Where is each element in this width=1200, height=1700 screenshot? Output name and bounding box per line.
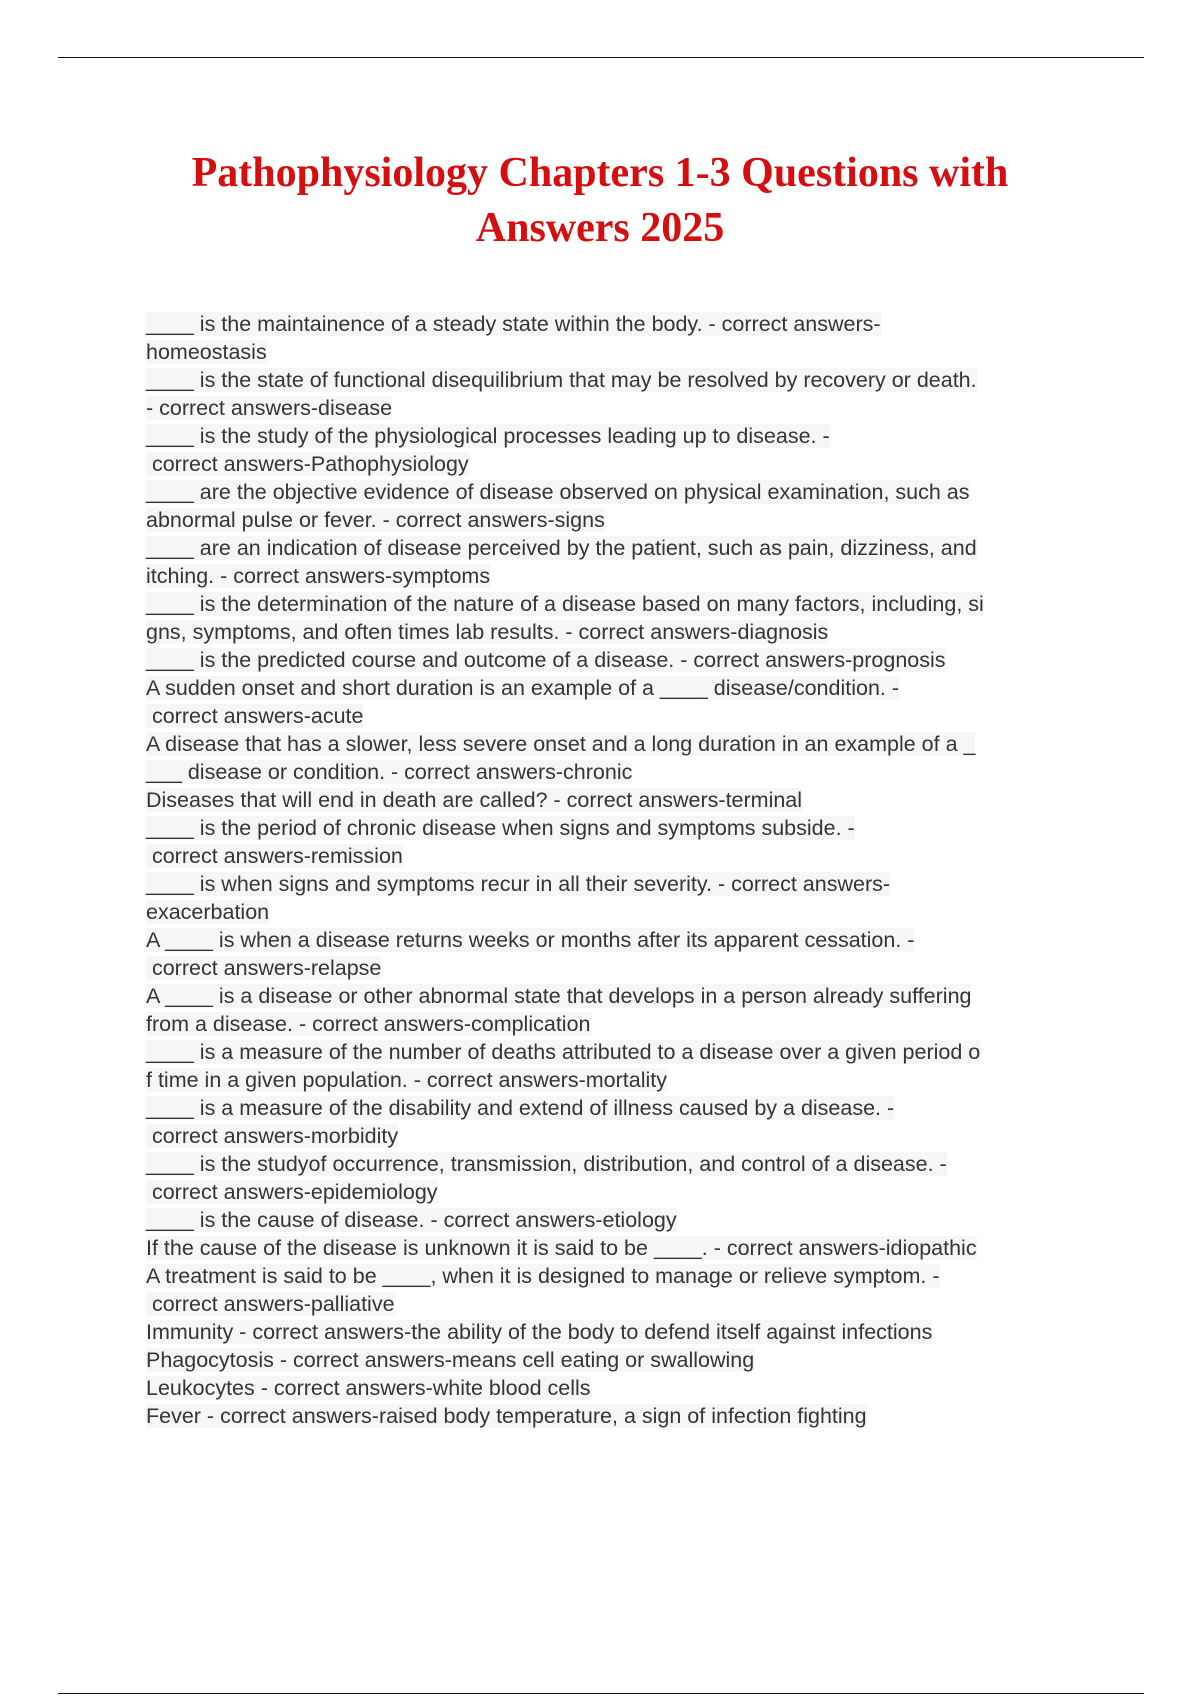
text-line	[146, 1010, 1096, 1038]
text-line	[146, 478, 1096, 506]
text-line	[146, 926, 1096, 954]
text-line	[146, 1374, 1096, 1402]
text-line-content: ____ is the cause of disease. - correct answers-etiology	[146, 1208, 677, 1232]
page-title-line-2: Answers 2025	[475, 205, 725, 251]
text-line-content: ____ are an indication of disease perceived by the patient, such as pain, dizziness, and	[146, 536, 977, 560]
text-line-content: ____ are the objective evidence of disease observed on physical examination, such as	[146, 480, 970, 504]
text-line	[146, 422, 1096, 450]
text-line	[146, 506, 1096, 534]
text-line-content: correct answers-relapse	[146, 956, 382, 980]
text-line-content: ____ is the period of chronic disease when signs and symptoms subside. -	[146, 816, 855, 840]
text-line-content: correct answers-palliative	[146, 1292, 395, 1316]
text-line-content: ____ is the predicted course and outcome of a disease. - correct answers-prognosis	[146, 648, 946, 672]
text-line	[146, 702, 1096, 730]
text-line	[146, 1262, 1096, 1290]
text-line	[146, 730, 1096, 758]
text-line-content: - correct answers-disease	[146, 396, 393, 420]
text-line-content: correct answers-remission	[146, 844, 403, 868]
text-line	[146, 982, 1096, 1010]
text-line	[146, 1402, 1096, 1430]
question-answer-list	[146, 310, 1096, 1430]
text-line-content: abnormal pulse or fever. - correct answers-signs	[146, 508, 605, 532]
text-line-content: correct answers-epidemiology	[146, 1180, 438, 1204]
top-rule	[58, 57, 1144, 58]
text-line-content: A treatment is said to be ____, when it is designed to manage or relieve symptom. -	[146, 1264, 940, 1288]
text-line-content: from a disease. - correct answers-complication	[146, 1012, 591, 1036]
text-line-content: exacerbation	[146, 900, 270, 924]
text-line	[146, 1150, 1096, 1178]
text-line-content: itching. - correct answers-symptoms	[146, 564, 491, 588]
text-line-content: ____ is a measure of the number of deaths attributed to a disease over a given period o	[146, 1040, 981, 1064]
text-line	[146, 1206, 1096, 1234]
text-line-content: A sudden onset and short duration is an example of a ____ disease/condition. -	[146, 676, 900, 700]
text-line-content: ____ is the studyof occurrence, transmission, distribution, and control of a disease. -	[146, 1152, 947, 1176]
text-line-content: ___ disease or condition. - correct answers-chronic	[146, 760, 633, 784]
text-line-content: correct answers-acute	[146, 704, 364, 728]
text-line	[146, 618, 1096, 646]
text-line-content: Immunity - correct answers-the ability of the body to defend itself against infections	[146, 1320, 933, 1344]
text-line-content: Phagocytosis - correct answers-means cell eating or swallowing	[146, 1348, 755, 1372]
text-line	[146, 310, 1096, 338]
text-line	[146, 590, 1096, 618]
text-line	[146, 1234, 1096, 1262]
text-line	[146, 786, 1096, 814]
text-line	[146, 562, 1096, 590]
text-line-content: ____ is the state of functional disequilibrium that may be resolved by recovery or death.	[146, 368, 977, 392]
text-line	[146, 1290, 1096, 1318]
text-line	[146, 1066, 1096, 1094]
text-line	[146, 1094, 1096, 1122]
text-line	[146, 814, 1096, 842]
bottom-rule	[58, 1693, 1144, 1694]
text-line	[146, 898, 1096, 926]
text-line	[146, 534, 1096, 562]
text-line	[146, 1038, 1096, 1066]
text-line	[146, 954, 1096, 982]
text-line-content: gns, symptoms, and often times lab results. - correct answers-diagnosis	[146, 620, 829, 644]
text-line-content: f time in a given population. - correct answers-mortality	[146, 1068, 667, 1092]
text-line-content: A ____ is when a disease returns weeks or months after its apparent cessation. -	[146, 928, 915, 952]
text-line-content: A disease that has a slower, less severe onset and a long duration in an example of a _	[146, 732, 976, 756]
text-line	[146, 758, 1096, 786]
text-line	[146, 1122, 1096, 1150]
text-line	[146, 674, 1096, 702]
text-line-content: ____ is the study of the physiological processes leading up to disease. -	[146, 424, 830, 448]
text-line-content: homeostasis	[146, 340, 267, 364]
text-line	[146, 1346, 1096, 1374]
text-line-content: Fever - correct answers-raised body temperature, a sign of infection fighting	[146, 1404, 867, 1428]
text-line	[146, 1318, 1096, 1346]
text-line	[146, 366, 1096, 394]
text-line-content: ____ is the determination of the nature of a disease based on many factors, including, si	[146, 592, 984, 616]
text-line	[146, 394, 1096, 422]
text-line-content: ____ is the maintainence of a steady state within the body. - correct answers-	[146, 312, 881, 336]
text-line-content: correct answers-morbidity	[146, 1124, 399, 1148]
text-line-content: If the cause of the disease is unknown it is said to be ____. - correct answers-idiopathic	[146, 1236, 977, 1260]
text-line-content: ____ is when signs and symptoms recur in all their severity. - correct answers-	[146, 872, 891, 896]
page-title	[100, 146, 1100, 256]
page-title-line-1: Pathophysiology Chapters 1-3 Questions with	[191, 150, 1009, 196]
text-line	[146, 646, 1096, 674]
text-line-content: Leukocytes - correct answers-white blood cells	[146, 1376, 591, 1400]
text-line-content: correct answers-Pathophysiology	[146, 452, 469, 476]
text-line-content: A ____ is a disease or other abnormal state that develops in a person already suffering	[146, 984, 972, 1008]
text-line	[146, 842, 1096, 870]
text-line	[146, 338, 1096, 366]
text-line	[146, 1178, 1096, 1206]
text-line-content: Diseases that will end in death are called? - correct answers-terminal	[146, 788, 803, 812]
text-line	[146, 870, 1096, 898]
text-line	[146, 450, 1096, 478]
text-line-content: ____ is a measure of the disability and extend of illness caused by a disease. -	[146, 1096, 895, 1120]
